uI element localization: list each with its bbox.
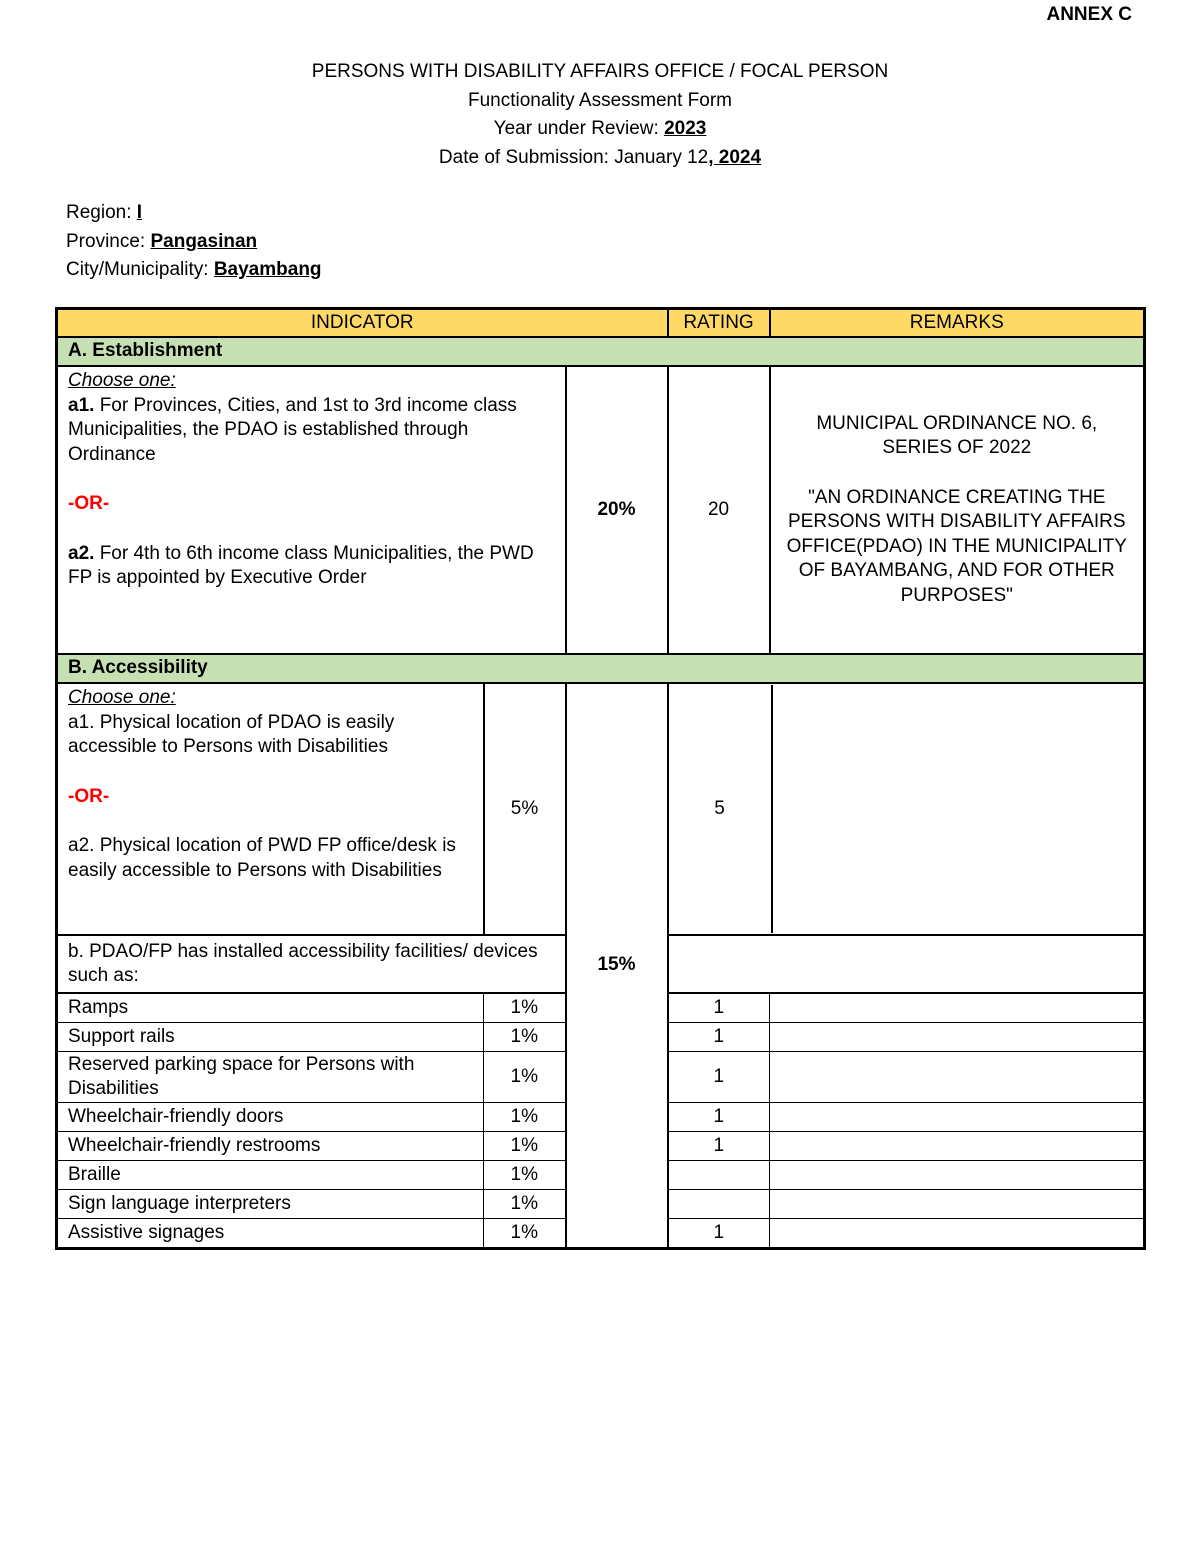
item-name: Wheelchair-friendly doors [57,1103,484,1132]
date-label: Date of Submission: January 12 [438,146,709,168]
item-remarks [770,1103,1145,1132]
city-line [66,256,322,285]
item-remarks [770,1023,1145,1052]
section-b-title: B. Accessibility [57,654,1145,683]
region-line [66,199,322,228]
accessibility-total-weight: 15% [566,683,668,1249]
item-rating: 1 [668,1052,770,1103]
header-indicator: INDICATOR [57,309,668,338]
date-of-submission [0,144,1200,173]
item-name: Braille [57,1161,484,1190]
a1-label: a1. [68,394,95,416]
form-title: PERSONS WITH DISABILITY AFFAIRS OFFICE / FOCAL PERSON [311,61,889,82]
physical-location-rating: 5 [669,685,773,933]
item-remarks [770,1161,1145,1190]
physical-location-row [57,683,1145,935]
item-rating: 1 [668,1219,770,1249]
province-label: Province: [66,230,151,252]
region-value: I [136,202,143,223]
physical-location-indicator [57,683,484,935]
establishment-remarks [770,366,1145,654]
physical-location-a1: a1. Physical location of PDAO is easily accessible to Persons with Disabilities [68,711,395,757]
a1-text: For Provinces, Cities, and 1st to 3rd income class Municipalities, the PDAO is established through Ordinance [68,394,517,465]
or-separator-a: -OR- [68,493,110,514]
location-info [66,199,322,285]
year-value: 2023 [664,118,707,139]
annex-label: ANNEX C [1046,4,1132,25]
table-header-row [57,309,1145,338]
item-rating: 1 [668,1103,770,1132]
item-name: Support rails [57,1023,484,1052]
item-weight: 1% [484,1103,566,1132]
form-subtitle: Functionality Assessment Form [468,89,732,111]
region-label: Region: [66,202,137,223]
choose-one-b: Choose one: [68,687,176,708]
item-rating [668,1161,770,1190]
item-weight: 1% [484,1219,566,1249]
item-name: Wheelchair-friendly restrooms [57,1132,484,1161]
physical-location-weight: 5% [484,683,566,935]
item-rating: 1 [668,1132,770,1161]
item-weight: 1% [484,1132,566,1161]
physical-location-rating-remarks [668,683,1145,935]
establishment-indicator [57,366,566,654]
item-remarks [770,1190,1145,1219]
establishment-row [57,366,1145,654]
item-weight: 1% [484,1052,566,1103]
physical-location-remarks [773,685,1144,933]
year-label: Year under Review: [493,118,665,139]
form-header [0,58,1200,172]
item-name: Reserved parking space for Persons with Disabilities [57,1052,484,1103]
section-b-row [57,654,1145,683]
establishment-a2 [68,542,555,591]
establishment-weight: 20% [566,366,668,654]
province-line [66,228,322,257]
province-value: Pangasinan [150,230,258,252]
facilities-intro-empty [668,935,1145,993]
item-rating: 1 [668,993,770,1023]
facilities-intro: b. PDAO/FP has installed accessibility facilities/ devices such as: [57,935,566,993]
assessment-table [55,307,1146,1250]
year-under-review [0,115,1200,144]
item-rating [668,1190,770,1219]
establishment-rating: 20 [668,366,770,654]
header-rating: RATING [668,309,770,338]
item-name: Ramps [57,993,484,1023]
header-remarks: REMARKS [770,309,1145,338]
item-remarks [770,1052,1145,1103]
item-weight: 1% [484,1161,566,1190]
city-label: City/Municipality: [66,259,214,280]
a2-label: a2. [68,542,95,564]
item-name: Assistive signages [57,1219,484,1249]
date-value: , 2024 [708,146,762,168]
city-value: Bayambang [213,259,322,280]
choose-one-a: Choose one: [68,370,176,391]
remarks-ordinance-title: "AN ORDINANCE CREATING THE PERSONS WITH DISABILITY AFFAIRS OFFICE(PDAO) IN THE MUNICIPALITY OF BAYAMBANG, AND FOR OTHER PURPOSES" [786,486,1127,606]
a2-text: For 4th to 6th income class Municipalities, the PWD FP is appointed by Executive Order [68,542,534,588]
item-weight: 1% [484,1023,566,1052]
item-weight: 1% [484,1190,566,1219]
item-rating: 1 [668,1023,770,1052]
item-remarks [770,1219,1145,1249]
remarks-ordinance-no: MUNICIPAL ORDINANCE NO. 6, SERIES OF 2022 [816,412,1098,459]
item-weight: 1% [484,993,566,1023]
section-a-title: A. Establishment [57,337,1145,366]
item-remarks [770,993,1145,1023]
physical-location-a2: a2. Physical location of PWD FP office/desk is easily accessible to Persons with Disabilities [68,835,456,881]
establishment-a1 [68,394,555,468]
section-a-row [57,337,1145,366]
or-separator-b: -OR- [68,785,110,807]
item-name: Sign language interpreters [57,1190,484,1219]
item-remarks [770,1132,1145,1161]
